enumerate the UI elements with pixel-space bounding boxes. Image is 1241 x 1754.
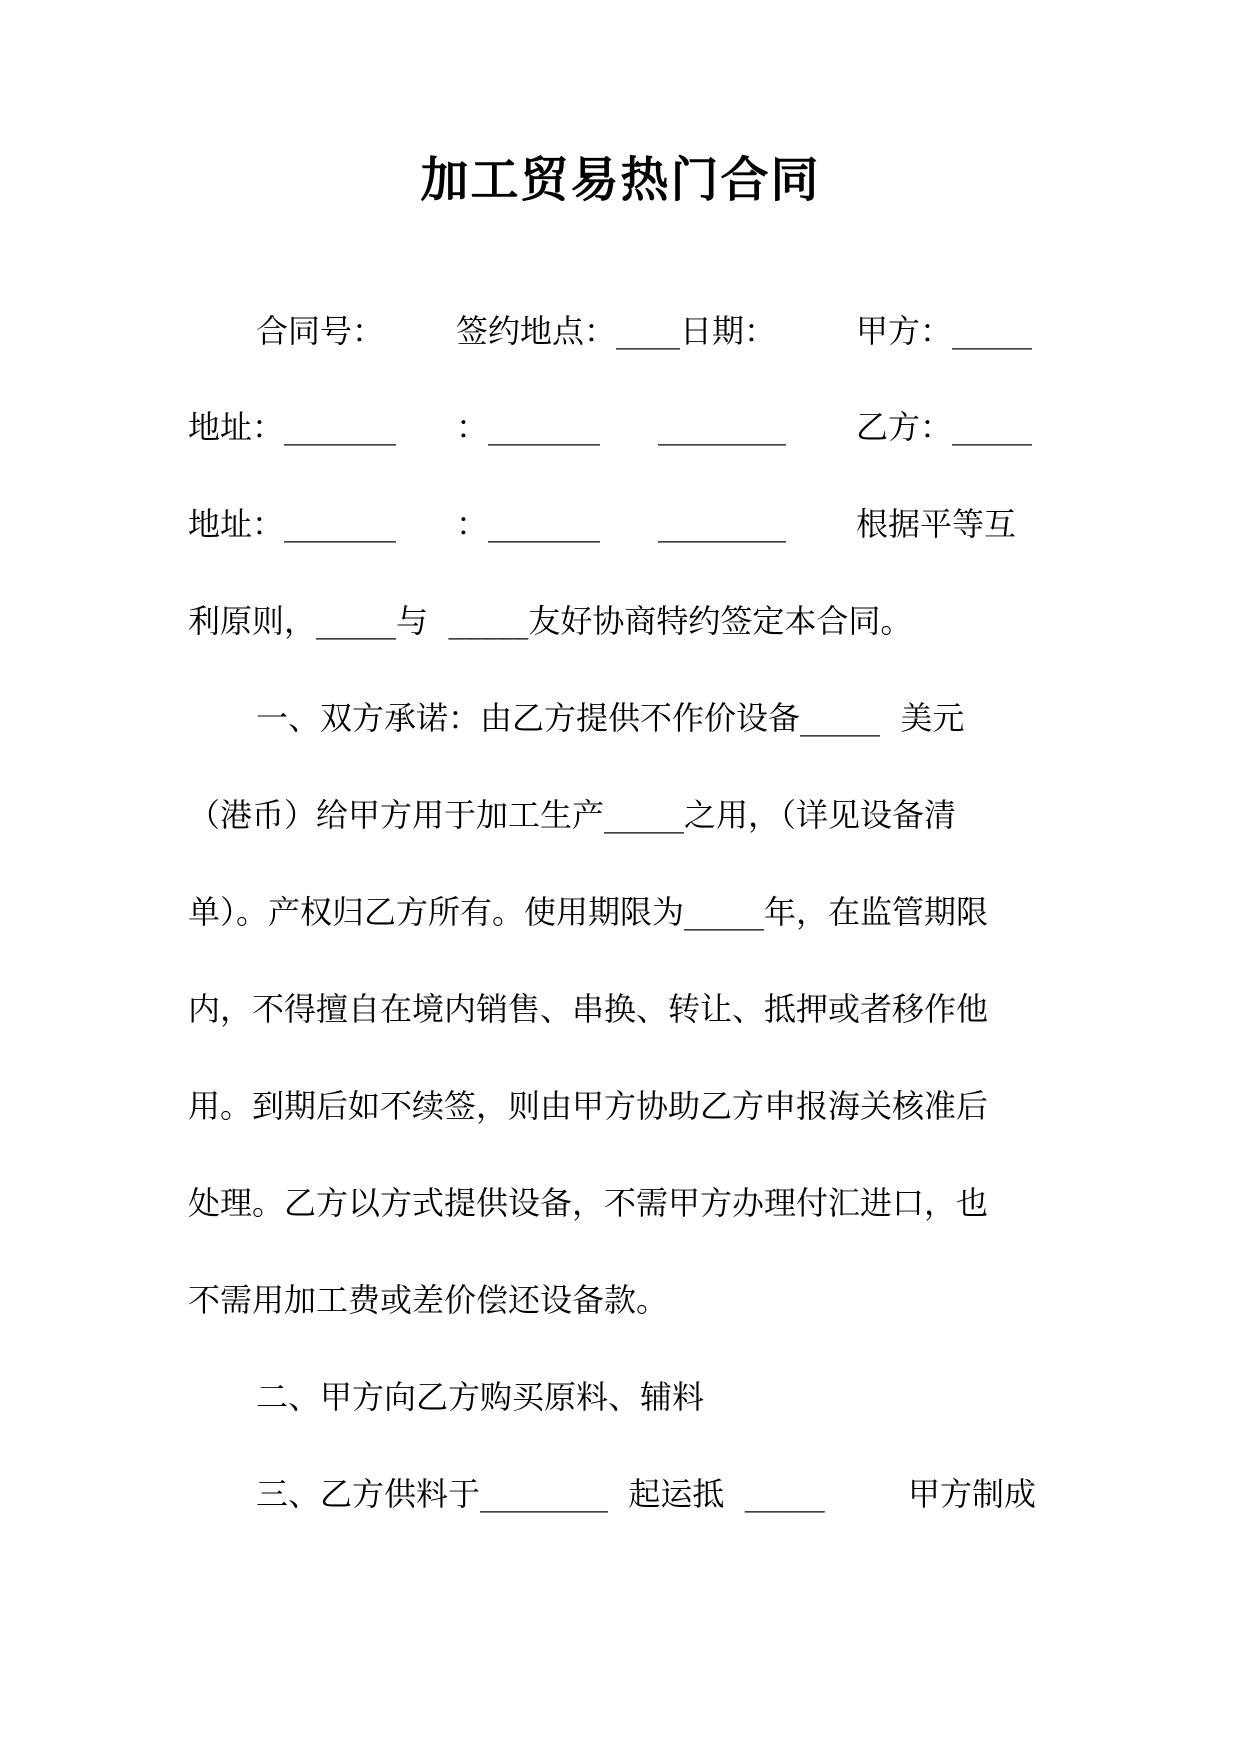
body-line: 处理。乙方以方式提供设备，不需甲方办理付汇进口，也	[188, 1184, 989, 1222]
body-line: 不需用加工费或差价偿还设备款。	[188, 1281, 669, 1319]
clause-3-line	[256, 1470, 1068, 1518]
party-a-label: 甲方：_____	[856, 312, 1033, 350]
party-b-address: 地址：_______	[188, 505, 397, 543]
clause-2-line: 二、甲方向乙方购买原料、辅料	[256, 1378, 705, 1416]
party-a-blank: ________	[658, 408, 786, 446]
principle-text-start: 根据平等互	[856, 505, 1017, 543]
body-line: 用。到期后如不续签，则由甲方协助乙方申报海关核准后	[188, 1087, 989, 1125]
sign-place-date-label: 签约地点：____日期：	[456, 312, 777, 350]
clause-3-text: 三、乙方供料于________ 起运抵 _____	[256, 1475, 825, 1513]
header-line-1	[256, 307, 1068, 355]
document-title: 加工贸易热门合同	[420, 152, 821, 208]
body-line: 内，不得擅自在境内销售、串换、转让、抵押或者移作他	[188, 990, 989, 1028]
clause-1-line: 一、双方承诺：由乙方提供不作价设备_____ 美元	[256, 699, 965, 737]
party-b-label: 乙方：_____	[856, 408, 1033, 446]
header-line-3	[188, 500, 1068, 548]
party-b-colon-blank: ：_______	[456, 505, 601, 543]
body-line: 利原则，_____与 _____友好协商特约签定本合同。	[188, 602, 913, 640]
party-b-blank: ________	[658, 505, 786, 543]
header-line-2	[188, 403, 1068, 451]
contract-number-label: 合同号：	[256, 312, 385, 350]
clause-3-end: 甲方制成	[908, 1475, 1037, 1513]
body-line: 单）。产权归乙方所有。使用期限为_____年，在监管期限	[188, 893, 989, 931]
body-line: （港币）给甲方用于加工生产_____之用，（详见设备清	[188, 796, 957, 834]
party-a-colon-blank: ：_______	[456, 408, 601, 446]
party-a-address: 地址：_______	[188, 408, 397, 446]
